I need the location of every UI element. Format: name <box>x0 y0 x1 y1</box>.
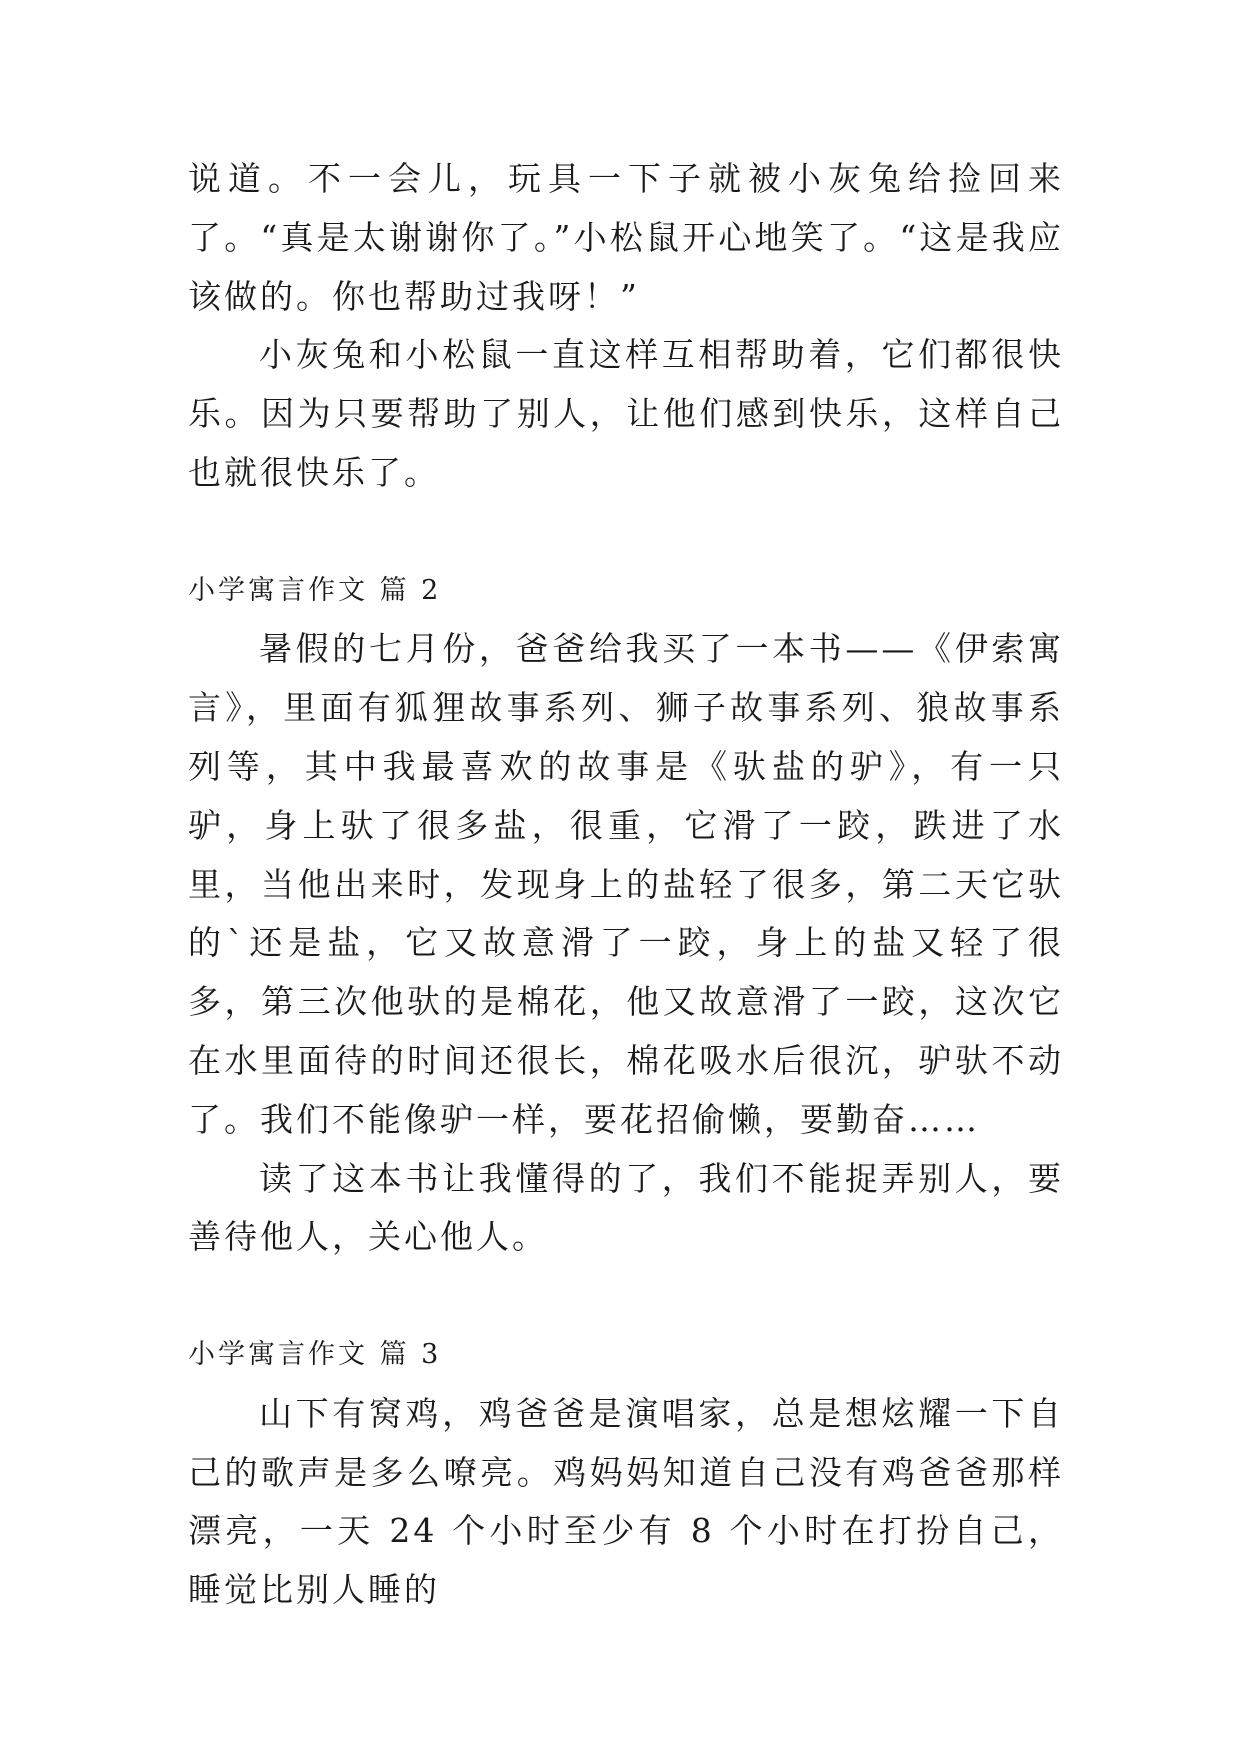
paragraph-story: 暑假的七月份，爸爸给我买了一本书——《伊索寓言》，里面有狐狸故事系列、狮子故事系列、狼故事系列等，其中我最喜欢的故事是《驮盐的驴》，有一只驴，身上驮了很多盐，很重，它滑了一跤，跌进了水里，当他出来时，发现身上的盐轻了很多，第二天它驮的`还是盐，它又故意滑了一跤，身上的盐又轻了很多，第三次他驮的是棉花，他又故意滑了一跤，这次它在水里面待的时间还很长，棉花吸水后很沉，驴驮不动了。我们不能像驴一样，要花招偷懒，要勤奋…… <box>188 629 1064 1139</box>
section-heading-2: 小学寓言作文 篇 2 <box>188 574 442 606</box>
section-gap <box>188 1267 1064 1326</box>
document-page <box>188 150 1064 1620</box>
section-heading-3: 小学寓言作文 篇 3 <box>188 1338 442 1370</box>
section-gap <box>188 503 1064 562</box>
paragraph-story: 山下有窝鸡，鸡爸爸是演唱家，总是想炫耀一下自己的歌声是多么嘹亮。鸡妈妈知道自己没有鸡爸爸那样漂亮，一天 24 个小时至少有 8 个小时在打扮自己，睡觉比别人睡的 <box>188 1393 1064 1610</box>
paragraph-conclusion: 小灰兔和小松鼠一直这样互相帮助着，它们都很快乐。因为只要帮助了别人，让他们感到快乐，这样自己也就很快乐了。 <box>188 335 1064 492</box>
paragraph-continuation: 说道。不一会儿，玩具一下子就被小灰兔给捡回来了。“真是太谢谢你了。”小松鼠开心地笑了。“这是我应该做的。你也帮助过我呀！” <box>188 159 1064 316</box>
paragraph-lesson: 读了这本书让我懂得的了，我们不能捉弄别人，要善待他人，关心他人。 <box>188 1158 1064 1257</box>
